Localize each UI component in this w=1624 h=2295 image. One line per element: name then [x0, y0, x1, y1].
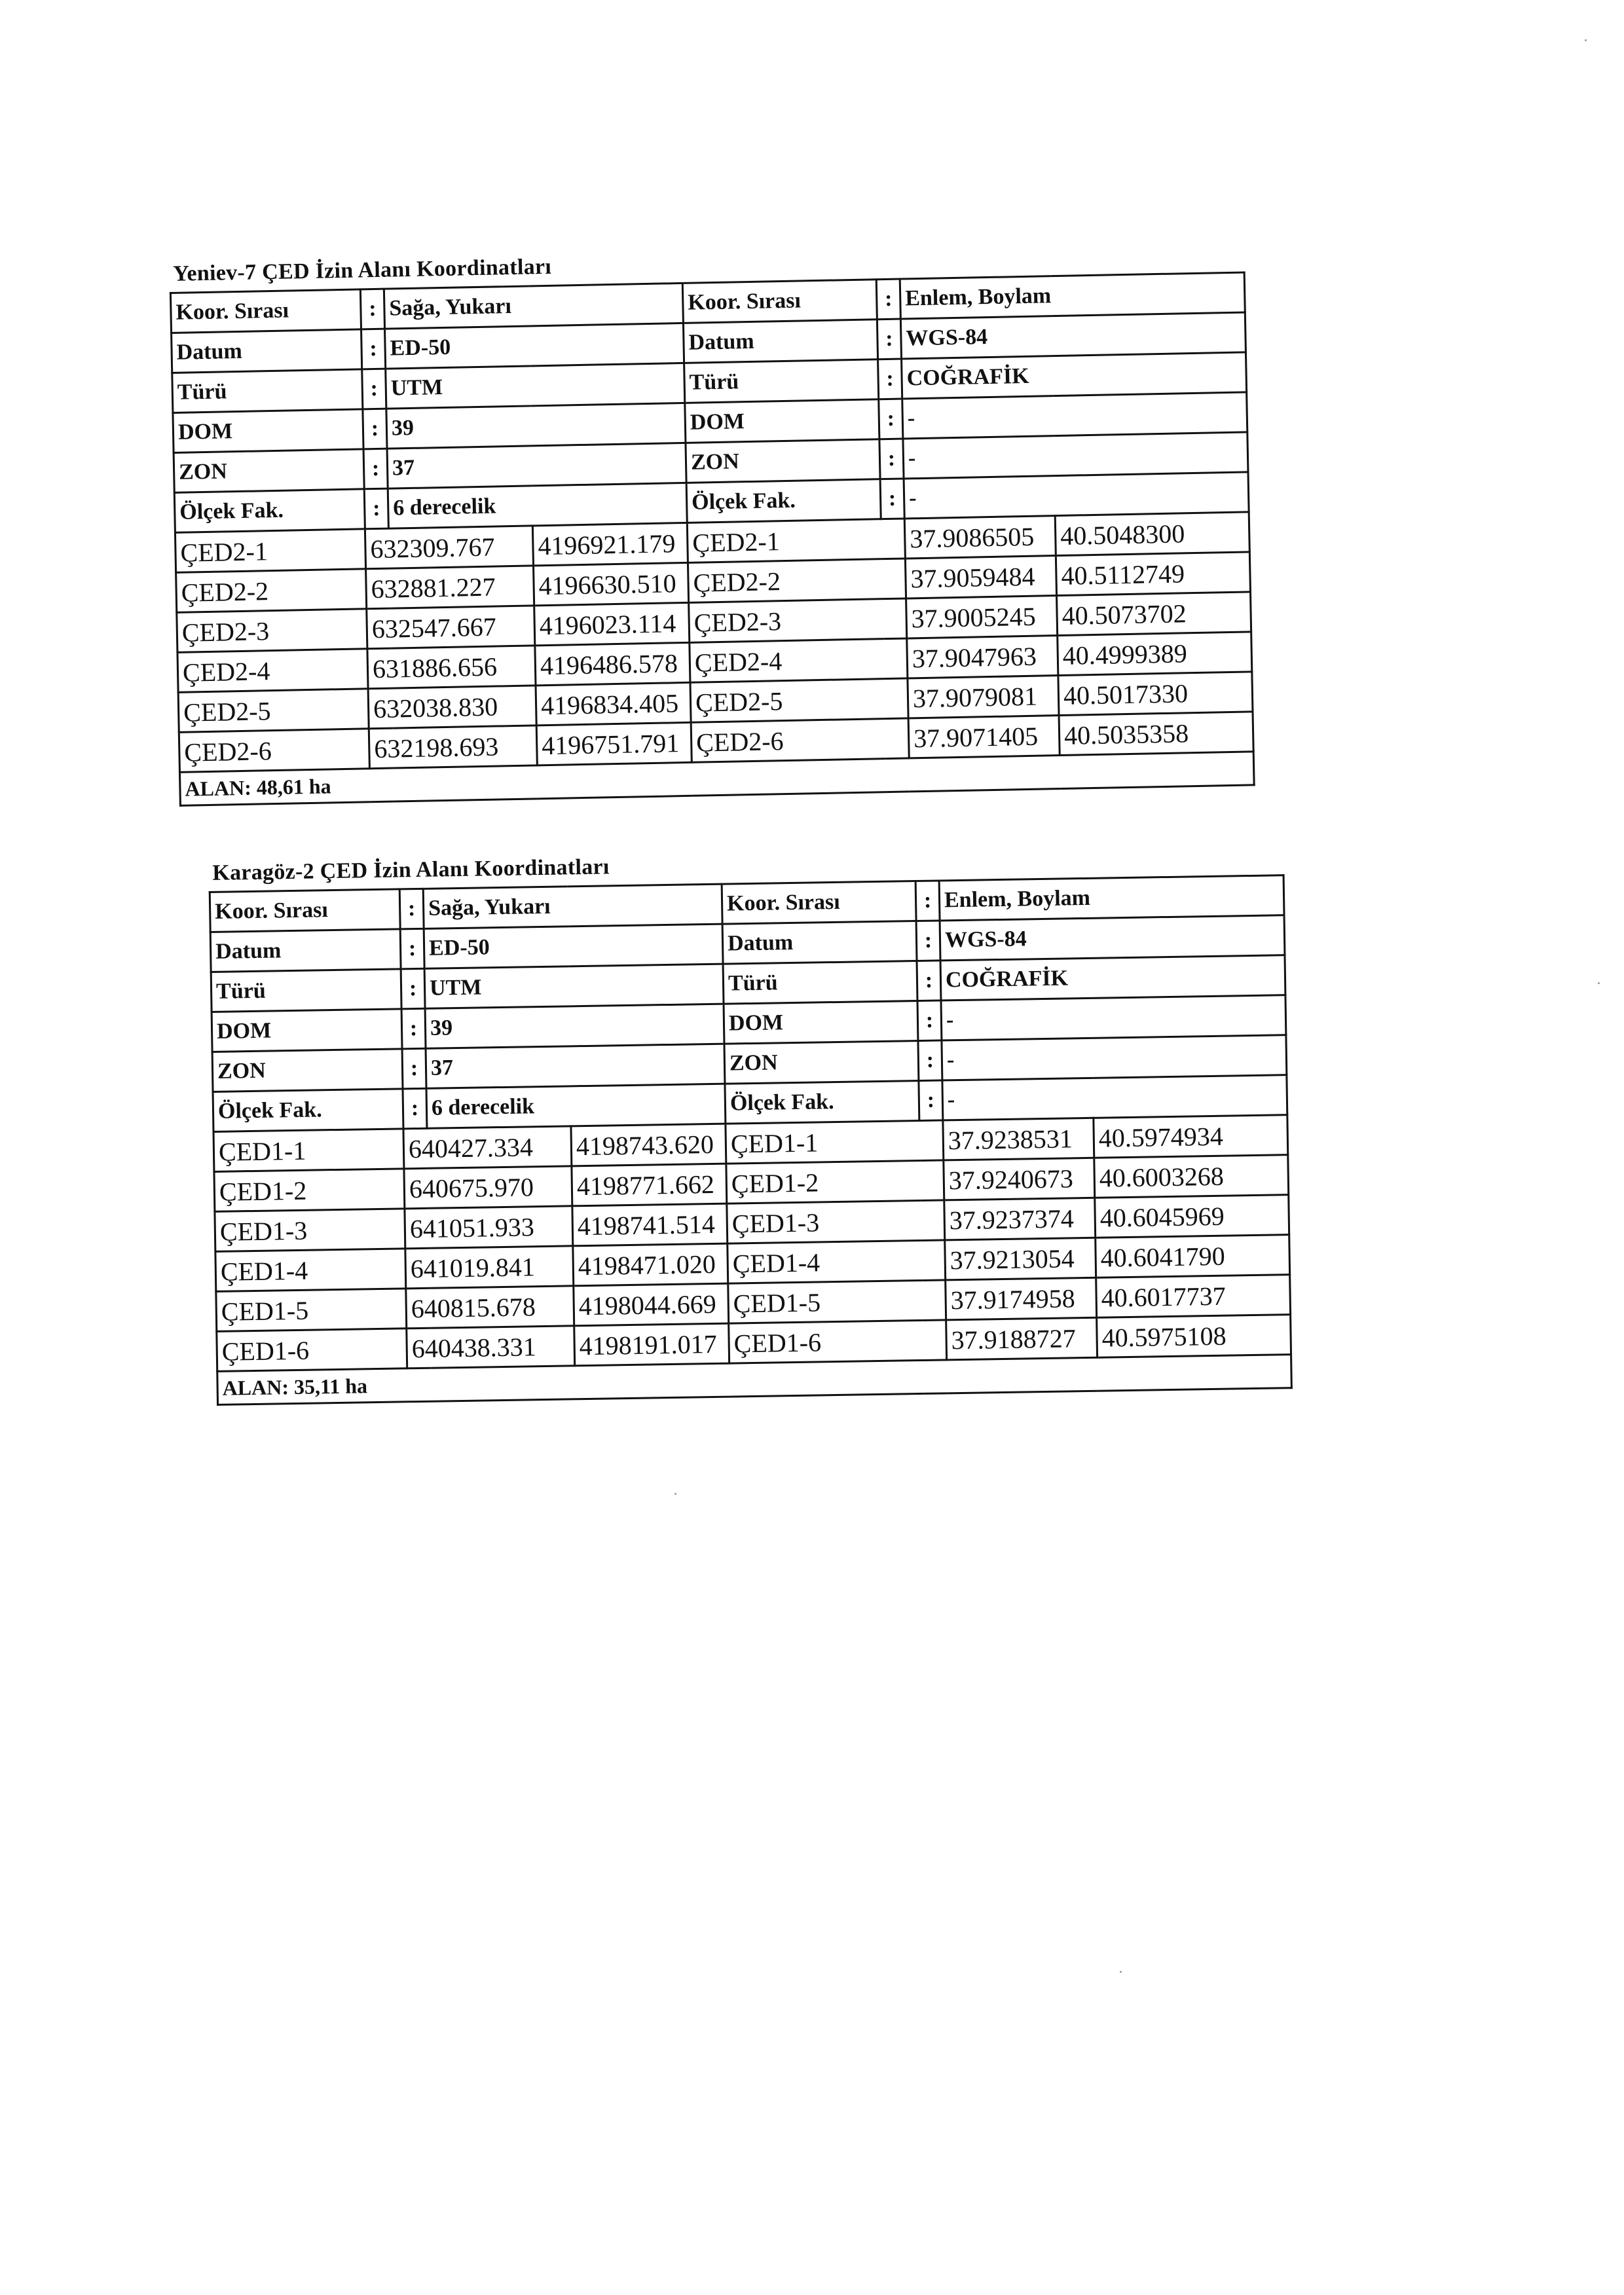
left-value: 6 derecelik: [388, 483, 687, 528]
yukari-value: 4198471.020: [573, 1243, 728, 1286]
point-name-geo: ÇED2-4: [690, 638, 908, 682]
right-label: Türü: [723, 961, 917, 1004]
point-name-geo: ÇED2-1: [687, 519, 905, 562]
right-label: ZON: [686, 439, 880, 483]
saga-value: 632881.227: [366, 566, 534, 609]
yukari-value: 4196630.510: [534, 562, 689, 606]
point-name: ÇED1-3: [215, 1209, 405, 1252]
yukari-value: 4196486.578: [535, 642, 690, 686]
boylam-value: 40.5974934: [1094, 1115, 1288, 1158]
left-value: 39: [425, 1004, 724, 1048]
left-label: DOM: [173, 409, 363, 453]
left-label: Türü: [172, 369, 363, 413]
scan-speck: [1585, 39, 1587, 41]
point-name: ÇED2-3: [177, 609, 367, 653]
yukari-value: 4198741.514: [572, 1203, 728, 1246]
colon-separator: :: [876, 279, 900, 320]
colon-separator: :: [880, 479, 904, 519]
boylam-value: 40.5017330: [1058, 672, 1253, 716]
right-value: -: [904, 472, 1249, 519]
right-label: Koor. Sırası: [682, 280, 877, 323]
saga-value: 640427.334: [403, 1126, 572, 1169]
colon-separator: :: [919, 1080, 943, 1121]
right-value: -: [942, 1035, 1287, 1080]
colon-separator: :: [364, 488, 388, 529]
right-label: ZON: [724, 1041, 919, 1084]
left-label: Datum: [210, 929, 401, 972]
boylam-value: 40.5073702: [1057, 592, 1251, 636]
point-name: ÇED1-2: [214, 1169, 405, 1212]
enlem-value: 37.9213054: [945, 1238, 1096, 1280]
left-value: 39: [386, 403, 686, 449]
boylam-value: 40.5112749: [1056, 552, 1250, 596]
enlem-value: 37.9071405: [908, 716, 1060, 758]
right-label: Koor. Sırası: [722, 881, 916, 925]
colon-separator: :: [917, 961, 941, 1001]
colon-separator: :: [401, 1008, 426, 1049]
right-value: Enlem, Boylam: [900, 272, 1245, 319]
left-value: ED-50: [424, 924, 723, 968]
yukari-value: 4198771.662: [572, 1164, 727, 1206]
point-name: ÇED2-2: [176, 569, 367, 613]
scan-speck: [1120, 1971, 1122, 1973]
enlem-value: 37.9174958: [946, 1277, 1097, 1320]
saga-value: 632547.667: [367, 606, 535, 649]
point-name-geo: ÇED2-3: [689, 598, 907, 642]
point-name: ÇED2-1: [175, 529, 365, 573]
right-value: COĞRAFİK: [940, 955, 1285, 1001]
colon-separator: :: [401, 968, 425, 1009]
left-label: Türü: [211, 969, 401, 1012]
boylam-value: 40.6003268: [1094, 1155, 1289, 1198]
point-name: ÇED2-6: [179, 729, 369, 773]
yukari-value: 4198044.669: [574, 1283, 729, 1326]
colon-separator: :: [403, 1088, 427, 1129]
left-label: DOM: [212, 1009, 402, 1052]
point-name-geo: ÇED1-4: [728, 1240, 946, 1283]
yukari-value: 4196921.179: [532, 523, 688, 566]
right-label: DOM: [724, 1001, 918, 1044]
left-label: ZON: [212, 1049, 403, 1092]
colon-separator: :: [879, 439, 904, 479]
coordinate-table: [209, 874, 1293, 1406]
table-title: Karagöz-2 ÇED İzin Alanı Koordinatları: [212, 854, 610, 885]
right-value: -: [902, 392, 1247, 439]
right-label: Datum: [683, 320, 877, 363]
colon-separator: :: [877, 319, 901, 359]
left-value: Sağa, Yukarı: [384, 283, 683, 329]
left-label: ZON: [174, 449, 364, 493]
left-label: Ölçek Fak.: [213, 1089, 403, 1132]
saga-value: 641019.841: [405, 1246, 574, 1289]
yukari-value: 4196751.791: [536, 722, 692, 765]
colon-separator: :: [362, 369, 386, 409]
left-value: 6 derecelik: [426, 1084, 726, 1128]
saga-value: 641051.933: [405, 1206, 573, 1249]
point-name: ÇED1-6: [217, 1329, 407, 1372]
right-value: WGS-84: [940, 915, 1285, 961]
right-value: COĞRAFİK: [902, 352, 1247, 399]
point-name-geo: ÇED2-5: [690, 678, 908, 722]
colon-separator: :: [915, 881, 940, 921]
right-label: Türü: [684, 359, 879, 403]
point-name-geo: ÇED1-1: [726, 1120, 944, 1164]
boylam-value: 40.5035358: [1059, 712, 1253, 756]
enlem-value: 37.9188727: [946, 1317, 1098, 1360]
left-value: Sağa, Yukarı: [423, 884, 722, 928]
boylam-value: 40.6041790: [1096, 1235, 1290, 1278]
left-value: 37: [426, 1044, 725, 1088]
boylam-value: 40.4999389: [1058, 632, 1252, 676]
saga-value: 632309.767: [365, 526, 533, 569]
colon-separator: :: [402, 1048, 426, 1089]
colon-separator: :: [917, 1001, 942, 1041]
point-name: ÇED1-5: [216, 1289, 407, 1332]
point-name-geo: ÇED1-2: [726, 1160, 944, 1203]
colon-separator: :: [879, 399, 903, 439]
point-name: ÇED2-4: [177, 649, 368, 693]
colon-separator: :: [360, 289, 384, 329]
yukari-value: 4196834.405: [536, 682, 691, 725]
colon-separator: :: [918, 1040, 942, 1081]
right-label: Ölçek Fak.: [686, 479, 881, 523]
point-name: ÇED1-4: [215, 1249, 406, 1292]
point-name-geo: ÇED2-2: [688, 559, 906, 602]
colon-separator: :: [399, 889, 424, 929]
right-value: Enlem, Boylam: [939, 875, 1284, 921]
enlem-value: 37.9238531: [943, 1118, 1094, 1160]
area-value: ALAN: 35,11 ha: [217, 1355, 1292, 1405]
left-value: 37: [387, 443, 686, 488]
enlem-value: 37.9079081: [908, 676, 1059, 718]
colon-separator: :: [363, 449, 388, 489]
left-label: Koor. Sırası: [170, 289, 361, 333]
right-value: -: [903, 432, 1248, 479]
saga-value: 632198.693: [369, 725, 537, 769]
enlem-value: 37.9059484: [905, 556, 1056, 598]
left-label: Koor. Sırası: [210, 889, 400, 932]
point-name-geo: ÇED1-5: [728, 1280, 946, 1323]
left-value: UTM: [424, 964, 724, 1008]
point-name: ÇED2-5: [178, 689, 369, 733]
point-name-geo: ÇED2-6: [691, 718, 909, 762]
saga-value: 640675.970: [404, 1166, 572, 1209]
right-value: -: [942, 1075, 1287, 1120]
colon-separator: :: [878, 359, 902, 399]
enlem-value: 37.9047963: [907, 636, 1058, 678]
enlem-value: 37.9237374: [944, 1198, 1096, 1240]
yukari-value: 4196023.114: [534, 602, 690, 646]
coordinate-block-yeniev: [169, 241, 1255, 806]
enlem-value: 37.9086505: [904, 516, 1056, 559]
boylam-value: 40.6045969: [1095, 1195, 1289, 1238]
boylam-value: 40.5048300: [1055, 512, 1249, 556]
left-value: UTM: [386, 363, 685, 409]
colon-separator: :: [363, 409, 387, 449]
coordinate-block-karagoz: [208, 844, 1293, 1406]
left-value: ED-50: [385, 323, 684, 369]
saga-value: 631886.656: [367, 646, 536, 689]
colon-separator: :: [916, 921, 940, 961]
saga-value: 640815.678: [406, 1286, 574, 1329]
colon-separator: :: [400, 928, 424, 969]
right-label: Ölçek Fak.: [725, 1081, 919, 1124]
left-label: Datum: [172, 329, 362, 373]
enlem-value: 37.9240673: [944, 1158, 1095, 1200]
point-name-geo: ÇED1-6: [729, 1320, 947, 1363]
boylam-value: 40.5975108: [1097, 1315, 1291, 1358]
right-value: WGS-84: [900, 312, 1246, 359]
saga-value: 632038.830: [368, 686, 536, 729]
colon-separator: :: [361, 329, 386, 369]
enlem-value: 37.9005245: [906, 596, 1058, 638]
left-label: Ölçek Fak.: [174, 489, 365, 533]
right-label: Datum: [722, 921, 917, 964]
area-value: ALAN: 48,61 ha: [179, 752, 1254, 805]
scan-speck: [1598, 982, 1600, 984]
right-value: -: [941, 995, 1286, 1040]
yukari-value: 4198743.620: [571, 1124, 726, 1166]
saga-value: 640438.331: [407, 1326, 575, 1368]
yukari-value: 4198191.017: [574, 1323, 729, 1366]
table-title: Yeniev-7 ÇED İzin Alanı Koordinatları: [172, 254, 552, 286]
coordinate-table: [170, 271, 1255, 806]
boylam-value: 40.6017737: [1096, 1275, 1291, 1318]
point-name-geo: ÇED1-3: [727, 1200, 945, 1243]
scan-speck: [674, 1493, 676, 1495]
point-name: ÇED1-1: [213, 1129, 404, 1172]
right-label: DOM: [685, 399, 879, 443]
